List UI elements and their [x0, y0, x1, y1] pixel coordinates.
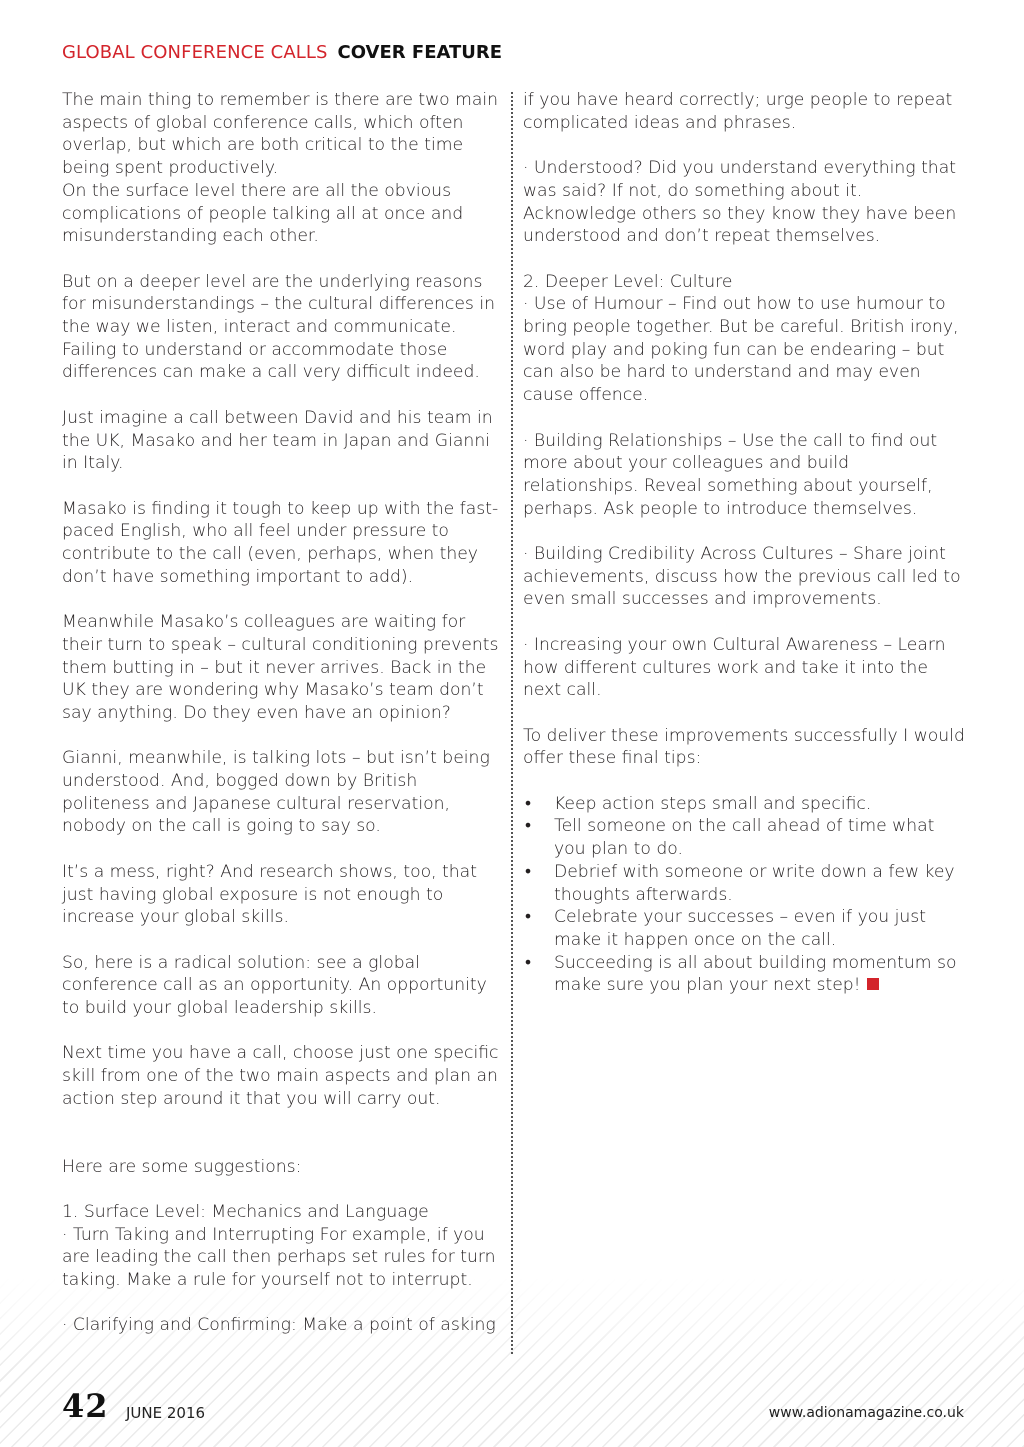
feature-label: COVER FEATURE: [337, 42, 503, 63]
website-url: www.adionamagazine.co.uk: [768, 1405, 964, 1421]
page-number: 42: [62, 1387, 109, 1425]
tip-text: Succeeding is all about building momentum so make sure you plan your next step!: [554, 952, 957, 996]
paragraph: · Understood? Did you understand everything that was said? If not, do something about it. Acknowledge others so they know they have been understood and don’t repeat themselves.: [523, 158, 957, 247]
column-divider: [511, 92, 513, 1354]
paragraph: · Building Relationships – Use the call to find out more about your colleagues and build relationships. Reveal something about yourself, perhaps. Ask people to introduce themselves.: [523, 430, 938, 519]
right-column: [523, 89, 968, 997]
tip-text: Celebrate your successes – even if you just make it happen once on the call.: [554, 907, 926, 950]
list-item: [523, 952, 968, 997]
paragraph: · Building Credibility Across Cultures – Share joint achievements, discuss how the previous call led to even small successes and improvements.: [523, 544, 961, 610]
paragraph: · Clarifying and Confirming: Make a point of asking: [62, 1315, 496, 1336]
left-column: [62, 89, 507, 1337]
paragraph: But on a deeper level are the underlying reasons for misunderstandings – the cultural differences in the way we listen, interact and communicate. Failing to understand or accommodate those differences can make a call very difficult indeed.: [62, 271, 496, 383]
tips-list: [523, 793, 968, 997]
paragraph: Here are some suggestions:: [62, 1156, 302, 1177]
paragraph: 2. Deeper Level: Culture · Use of Humour – Find out how to use humour to bring people together. But be careful. British irony, word play and poking fun can be endearing – but can also be hard to understand and may even cause offence.: [523, 271, 959, 406]
paragraph: So, here is a radical solution: see a global conference call as an opportunity. An opportunity to build your global leadership skills.: [62, 952, 487, 1019]
paragraph: Next time you have a call, choose just one specific skill from one of the two main aspects and plan an action step around it that you will carry out.: [62, 1043, 499, 1109]
paragraph: Just imagine a call between David and his team in the UK, Masako and her team in Japan and Gianni in Italy.: [62, 407, 493, 474]
bullet-icon: •: [525, 861, 532, 882]
list-item: [523, 815, 968, 860]
bullet-icon: •: [525, 952, 532, 973]
issue-date: JUNE 2016: [126, 1404, 206, 1422]
paragraph: if you have heard correctly; urge people to repeat complicated ideas and phrases.: [523, 90, 953, 133]
paragraph: To deliver these improvements successfully I would offer these final tips:: [523, 725, 965, 769]
tip-text: Debrief with someone or write down a few key thoughts afterwards.: [554, 861, 955, 905]
paragraph: It’s a mess, right? And research shows, too, that just having global exposure is not enough to increase your global skills.: [62, 861, 477, 928]
paragraph: · Increasing your own Cultural Awareness – Learn how different cultures work and take it into the next call.: [523, 634, 946, 701]
list-item: [523, 906, 968, 951]
list-item: [523, 793, 968, 816]
bullet-icon: •: [525, 816, 532, 837]
paragraph: 1. Surface Level: Mechanics and Language · Turn Taking and Interrupting For example, if you are leading the call then perhaps set rules for turn taking. Make a rule for yourself not to interrupt.: [62, 1201, 496, 1291]
list-item: [523, 861, 968, 906]
running-header: [62, 42, 502, 63]
tip-text: Tell someone on the call ahead of time what you plan to do.: [554, 816, 935, 860]
paragraph: The main thing to remember is there are two main aspects of global conference calls, which often overlap, but which are both critical to the time being spent productively. On the surface level there are all the obvious complications of people talking all at once and misunderstanding each other.: [62, 90, 499, 247]
bullet-icon: •: [525, 793, 532, 814]
paragraph: Meanwhile Masako’s colleagues are waiting for their turn to speak – cultural conditioning prevents them butting in – but it never arrives. Back in the UK they are wondering why Masako’s team don’t say anything. Do they even have an opinion?: [62, 612, 499, 723]
section-title: GLOBAL CONFERENCE CALLS: [62, 42, 328, 63]
tip-text: Keep action steps small and specific.: [554, 793, 872, 814]
bullet-icon: •: [525, 907, 532, 928]
paragraph: Gianni, meanwhile, is talking lots – but isn’t being understood. And, bogged down by British politeness and Japanese cultural reservation, nobody on the call is going to say so.: [62, 748, 490, 837]
paragraph: Masako is finding it tough to keep up with the fast-paced English, who all feel under pressure to contribute to the call (even, perhaps, when they don’t have something important to add).: [62, 498, 499, 587]
end-of-article-square-icon: [867, 978, 879, 990]
